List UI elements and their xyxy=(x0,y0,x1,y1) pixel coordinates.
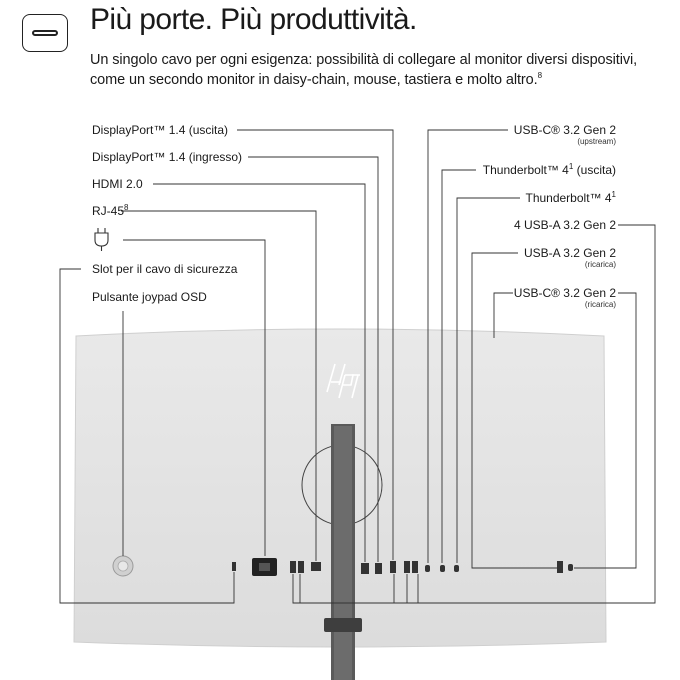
label-usb-a-charge-text: USB-A 3.2 Gen 2 xyxy=(523,246,616,260)
usb-c-port xyxy=(425,565,430,572)
label-rj45-footnote: 8 xyxy=(124,203,129,212)
subtitle-footnote: 8 xyxy=(537,71,542,81)
security-slot xyxy=(232,562,236,571)
label-usbc-charge xyxy=(430,286,616,309)
stand-column-front xyxy=(334,426,352,680)
label-usbc-upstream-text: USB-C® 3.2 Gen 2 xyxy=(513,123,616,137)
label-thunderbolt-out xyxy=(430,163,616,177)
usb-a-port xyxy=(404,561,410,573)
label-dp-in: DisplayPort™ 1.4 (ingresso) xyxy=(92,150,243,164)
usb-a-port xyxy=(290,561,296,573)
label-usbc-charge-text: USB-C® 3.2 Gen 2 xyxy=(513,286,616,300)
subtitle-text: Un singolo cavo per ogni esigenza: possibilità di collegare al monitor diversi dispositivi, come un secondo monitor in daisy-chain, mouse, tastiera e molto altro. xyxy=(90,52,638,88)
label-rj45-text: RJ-45 xyxy=(92,204,125,218)
label-osd-joypad: Pulsante joypad OSD xyxy=(92,290,207,304)
thunderbolt-port xyxy=(454,565,459,572)
label-thunderbolt-out-suffix: (uscita) xyxy=(573,163,616,177)
power-plug-icon xyxy=(95,228,108,251)
label-dp-out: DisplayPort™ 1.4 (uscita) xyxy=(92,123,229,137)
label-usbc-charge-sub: (ricarica) xyxy=(584,300,616,309)
label-usb-a-charge-sub: (ricarica) xyxy=(584,260,616,269)
thunderbolt-out-port xyxy=(440,565,445,572)
usb-a-port xyxy=(298,561,304,573)
label-4-usb-a: 4 USB-A 3.2 Gen 2 xyxy=(513,218,616,232)
stand-clamp xyxy=(324,618,362,632)
usb-a-port xyxy=(412,561,418,573)
label-security-slot: Slot per il cavo di sicurezza xyxy=(92,262,238,276)
label-thunderbolt-out-footnote: 1 xyxy=(568,162,574,171)
label-usbc-upstream-sub: (upstream) xyxy=(577,137,616,146)
usb-a-charge-port xyxy=(557,561,563,573)
page-title: Più porte. Più produttività. xyxy=(90,3,417,36)
label-thunderbolt-footnote: 1 xyxy=(611,190,616,199)
label-hdmi: HDMI 2.0 xyxy=(92,177,143,191)
rj45-port xyxy=(311,562,321,571)
label-usb-a-charge xyxy=(430,246,616,269)
label-thunderbolt xyxy=(430,191,616,205)
label-thunderbolt-out-text: Thunderbolt™ 4 xyxy=(482,163,569,177)
usb-a-port xyxy=(390,561,396,573)
label-rj45 xyxy=(92,204,128,218)
dp-in-port xyxy=(375,563,382,574)
label-thunderbolt-text: Thunderbolt™ 4 xyxy=(525,191,612,205)
usb-c-charge-port xyxy=(568,564,573,571)
hdmi-port xyxy=(361,563,369,574)
label-usbc-upstream xyxy=(430,123,616,146)
